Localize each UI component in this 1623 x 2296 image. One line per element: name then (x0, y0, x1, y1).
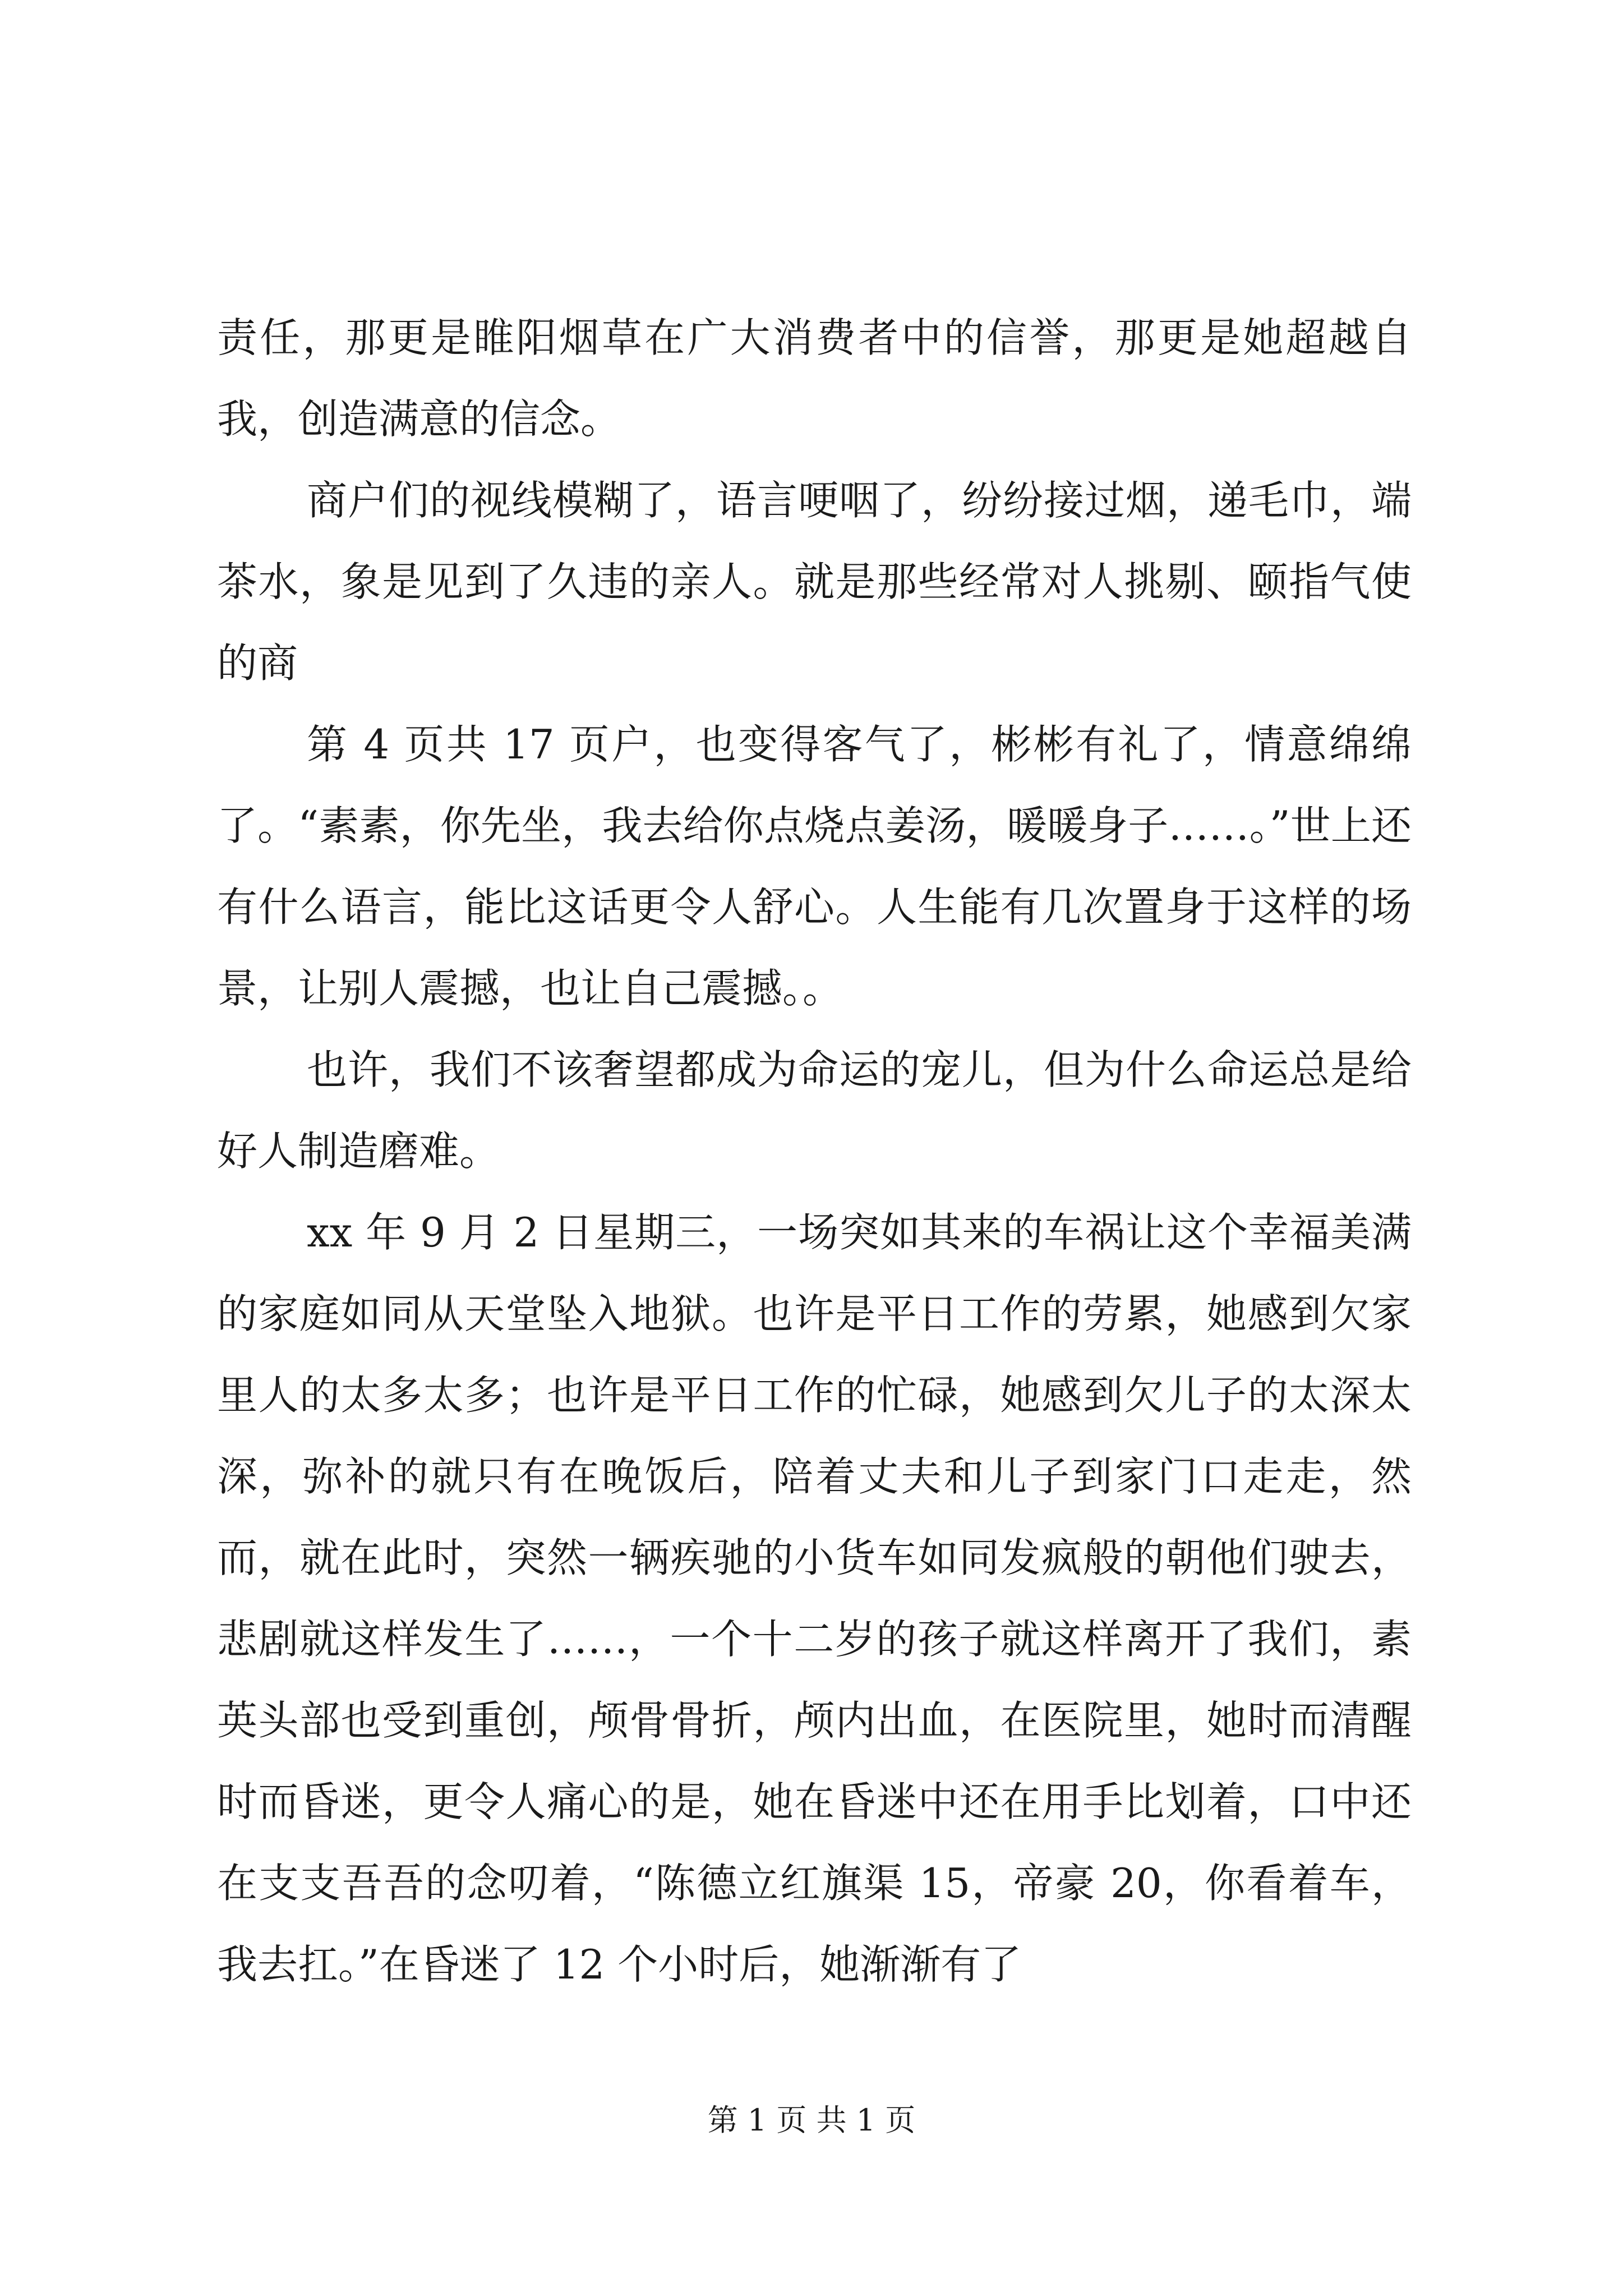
paragraph: xx 年 9 月 2 日星期三，一场突如其来的车祸让这个幸福美满的家庭如同从天堂坠入地狱。也许是平日工作的劳累，她感到欠家里人的太多太多；也许是平日工作的忙碌，她感到欠儿子的太深太深，弥补的就只有在晚饭后，陪着丈夫和儿子到家门口走走，然而，就在此时，突然一辆疾驰的小货车如同发疯般的朝他们驶去，悲剧就这样发生了……，一个十二岁的孩子就这样离开了我们，素英头部也受到重创，颅骨骨折，颅内出血，在医院里，她时而清醒时而昏迷，更令人痛心的是，她在昏迷中还在用手比划着，口中还在支支吾吾的念叨着，“陈德立红旗渠 15，帝豪 20，你看着车，我去扛。”在昏迷了 12 个小时后，她渐渐有了 (217, 1209, 1412, 1988)
page-number-label: 第 1 页 共 1 页 (707, 2102, 916, 2138)
paragraph: 商户们的视线模糊了，语言哽咽了，纷纷接过烟，递毛巾，端茶水，象是见到了久违的亲人。就是那些经常对人挑剔、颐指气使的商 (217, 477, 1412, 687)
paragraph: 第 4 页共 17 页户，也变得客气了，彬彬有礼了，情意绵绵了。“素素，你先坐，我去给你点烧点姜汤，暖暖身子……。”世上还有什么语言，能比这话更令人舒心。人生能有几次置身于这样的场景，让别人震撼，也让自己震撼。。 (217, 721, 1412, 1012)
paragraph: 也许，我们不该奢望都成为命运的宠儿，但为什么命运总是给好人制造磨难。 (217, 1046, 1412, 1175)
document-body (217, 297, 1412, 2005)
paragraph-continued: 责任，那更是睢阳烟草在广大消费者中的信誉，那更是她超越自我，创造满意的信念。 (217, 314, 1412, 443)
page-footer (0, 2101, 1623, 2140)
